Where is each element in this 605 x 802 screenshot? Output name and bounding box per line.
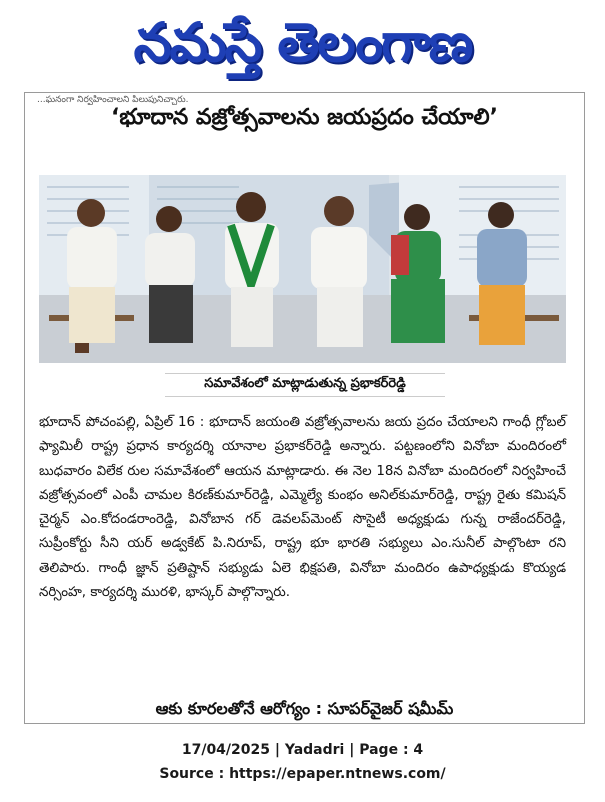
person-4 <box>311 196 367 347</box>
person-5 <box>391 204 445 343</box>
photo-caption: సమావేశంలో మాట్లాడుతున్న ప్రభాకర్‌రెడ్డి <box>165 373 445 397</box>
article-clipping <box>24 92 585 724</box>
source-link[interactable]: Source : https://epaper.ntnews.com/ <box>159 766 446 782</box>
page-footer <box>0 738 605 786</box>
people-seated-group <box>39 175 566 363</box>
article-photo <box>39 175 566 363</box>
person-2 <box>145 206 195 343</box>
previous-article-cutline: ...ఘనంగా నిర్వహించాలని పిలుపునిచ్చారు. <box>37 95 189 105</box>
person-1 <box>67 199 117 353</box>
newspaper-masthead <box>0 4 605 82</box>
article-body: భూదాన్ పోచంపల్లి, ఏప్రిల్ 16 : భూదాన్ జయంతి వజ్రోత్సవాలను జయ ప్రదం చేయాలని గాంధీ గ్లోబల్ ఫ్యామిలీ రాష్ట్ర ప్రధాన కార్యదర్శి యానాల ప్రభాకర్‌రెడ్డి అన్నారు. పట్టణంలోని వినోబా మందిరంలో బుధవారం విలేక రుల సమావేశంలో ఆయన మాట్లాడారు. ఈ నెల 18న వినోబా మందిరంలో నిర్వహించే వజ్రోత్సవంలో ఎంపీ చామల కిరణ్‌కుమార్‌రెడ్డి, ఎమ్మెల్యే కుంభం అనిల్‌కుమార్‌రెడ్డి, రాష్ట్ర రైతు కమిషన్ చైర్మన్ ఎం.కోదండరాంరెడ్డి, వినోబాన గర్ డెవలప్‌మెంట్ సొసైటీ అధ్యక్షుడు గున్న రాజేందర్‌రెడ్డి, సుప్రీంకోర్టు సీని యర్ అడ్వకేట్ పి.నిరూప్, రాష్ట్ర భూ భారతి సభ్యులు ఎం.సునీల్ పాల్గొంటా రని తెలిపారు. గాంధీ జ్ఞాన్ ప్రతిష్టాన్ సభ్యుడు ఏలె భిక్షపతి, వినోబా మందిరం ఉపాధ్యక్షుడు కొయ్యడ నర్సింహ, కార్యదర్శి మురళి, భాస్కర్ పాల్గొన్నారు. <box>39 415 566 601</box>
person-6 <box>477 202 527 345</box>
person-3 <box>225 192 279 347</box>
masthead-title: నమస్తే తెలంగాణ <box>133 11 472 74</box>
edition-meta: 17/04/2025 | Yadadri | Page : 4 <box>181 742 424 758</box>
next-article-headline: ఆకు కూరలతోనే ఆరోగ్యం : సూపర్‌వైజర్ షమీమ్ <box>155 699 454 718</box>
article-headline: ‘భూదాన వజ్రోత్సవాలను జయప్రదం చేయాలి’ <box>110 105 499 130</box>
